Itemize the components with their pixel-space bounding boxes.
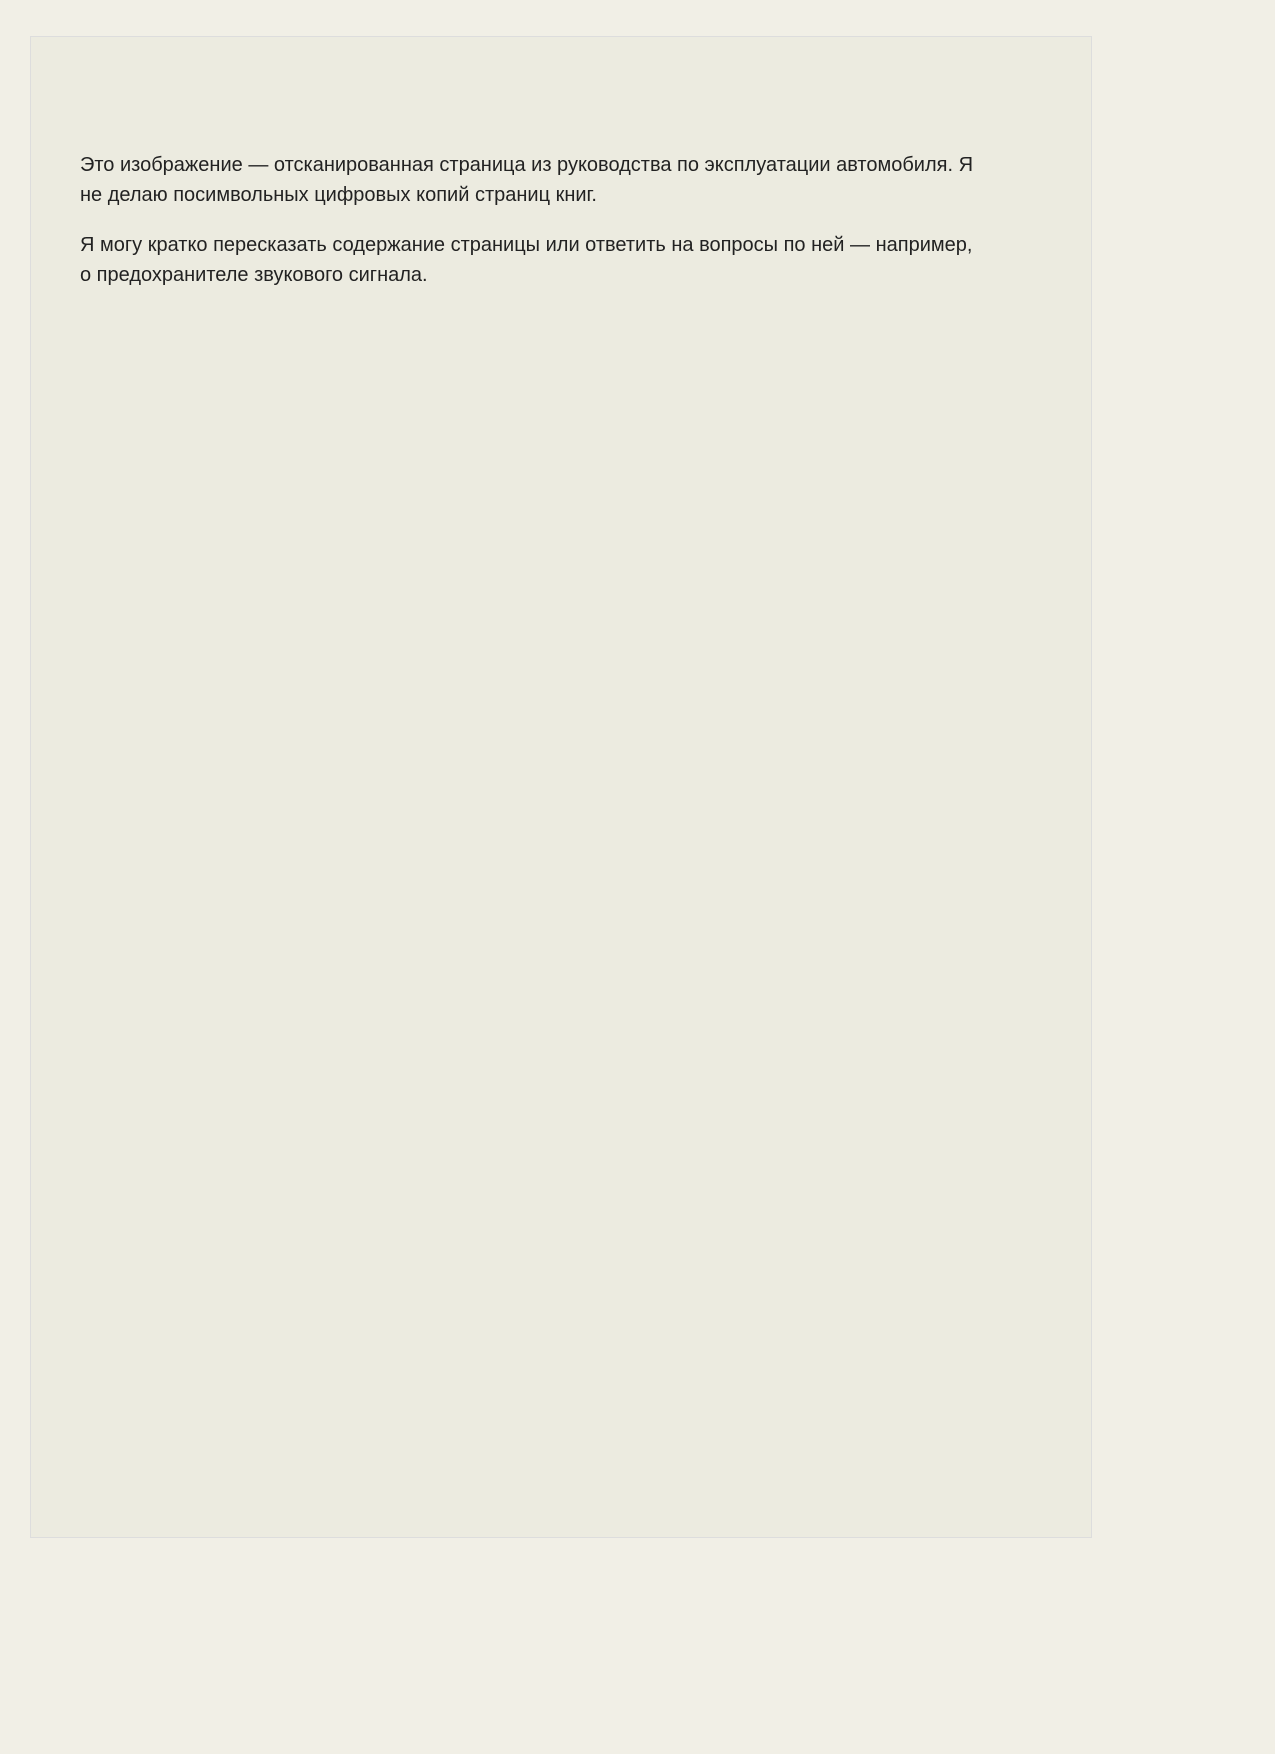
notice: Это изображение — отсканированная страница из руководства по эксплуатации автомобиля. Я не делаю посимвольных цифровых копий страниц книг. Я могу кратко пересказать содержание страницы или ответить на вопросы по ней — например, о предохранителе звукового сигнала. [80, 154, 974, 286]
